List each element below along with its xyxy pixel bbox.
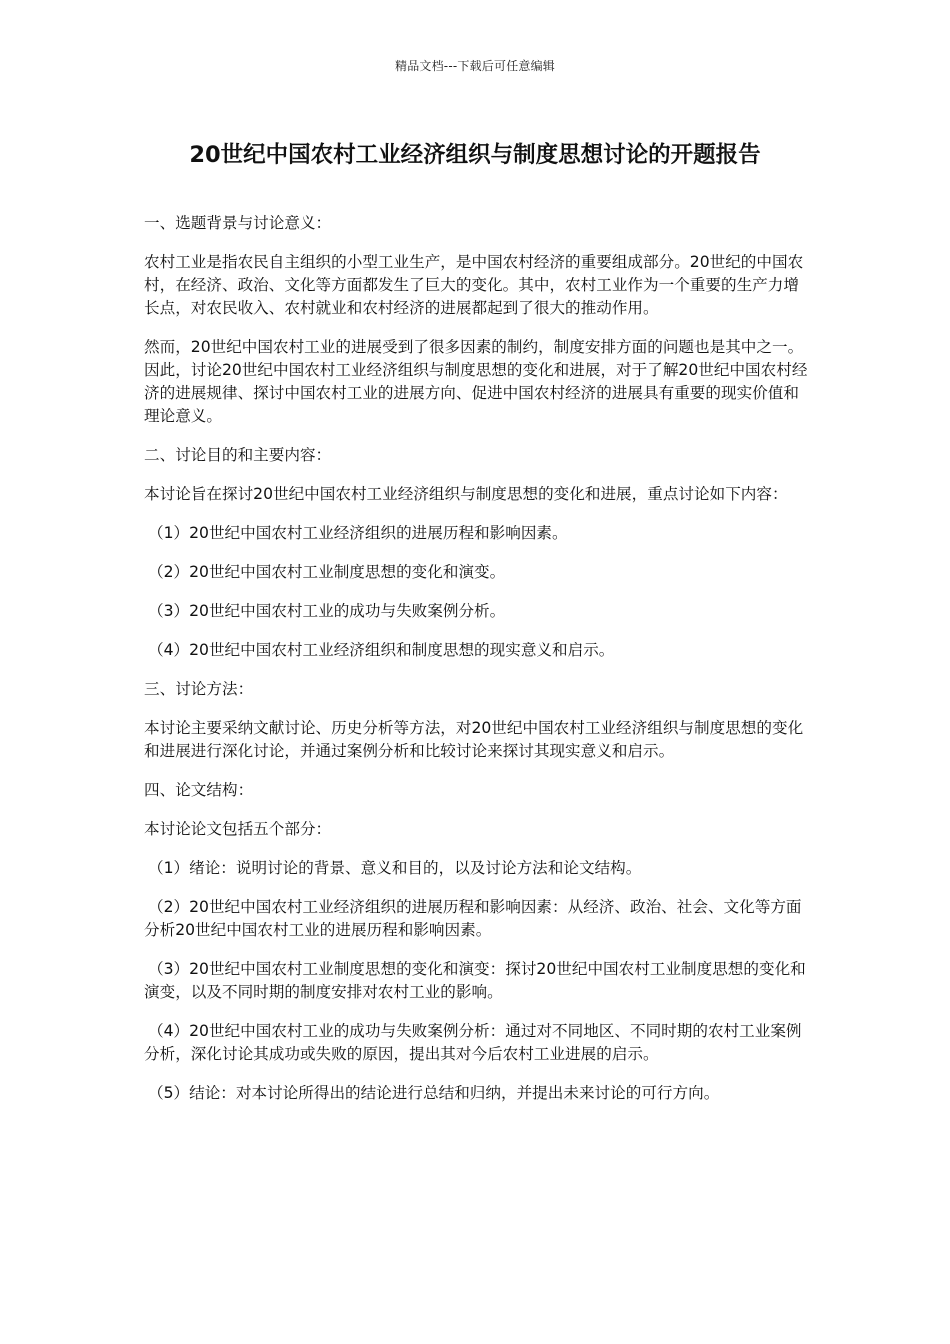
list-item: （5）结论：对本讨论所得出的结论进行总结和归纳，并提出未来讨论的可行方向。 [148, 1084, 720, 1102]
paragraph-background-1: 农村工业是指农民自主组织的小型工业生产，是中国农村经济的重要组成部分。20世纪的中国农村，在经济、政治、文化等方面都发生了巨大的变化。其中，农村工业作为一个重要的生产力增长点，对农民收入、农村就业和农村经济的进展都起到了很大的推动作用。 [144, 253, 804, 317]
list-item: （2）20世纪中国农村工业制度思想的变化和演变。 [148, 563, 506, 581]
section-heading-4: 四、论文结构： [144, 781, 254, 799]
header-note: 精品文档---下载后可任意编辑 [395, 59, 555, 73]
list-item: （3）20世纪中国农村工业制度思想的变化和演变：探讨20世纪中国农村工业制度思想的变化和演变，以及不同时期的制度安排对农村工业的影响。 [144, 960, 806, 1001]
document-title: 20世纪中国农村工业经济组织与制度思想讨论的开题报告 [189, 142, 761, 168]
list-item: （2）20世纪中国农村工业经济组织的进展历程和影响因素：从经济、政治、社会、文化等方面分析20世纪中国农村工业的进展历程和影响因素。 [144, 898, 802, 939]
list-item: （1）20世纪中国农村工业经济组织的进展历程和影响因素。 [148, 524, 568, 542]
section-heading-1: 一、选题背景与讨论意义： [144, 214, 332, 232]
section-heading-3: 三、讨论方法： [144, 680, 254, 698]
paragraph-purpose: 本讨论旨在探讨20世纪中国农村工业经济组织与制度思想的变化和进展，重点讨论如下内容： [144, 485, 788, 503]
paragraph-method: 本讨论主要采纳文献讨论、历史分析等方法，对20世纪中国农村工业经济组织与制度思想的变化和进展进行深化讨论，并通过案例分析和比较讨论来探讨其现实意义和启示。 [144, 719, 804, 760]
section-heading-2: 二、讨论目的和主要内容： [144, 446, 332, 464]
list-item: （4）20世纪中国农村工业的成功与失败案例分析：通过对不同地区、不同时期的农村工业案例分析，深化讨论其成功或失败的原因，提出其对今后农村工业进展的启示。 [144, 1022, 802, 1063]
paragraph-structure: 本讨论论文包括五个部分： [144, 820, 332, 838]
document-body [144, 212, 808, 1121]
list-item: （3）20世纪中国农村工业的成功与失败案例分析。 [148, 602, 506, 620]
list-item: （4）20世纪中国农村工业经济组织和制度思想的现实意义和启示。 [148, 641, 615, 659]
paragraph-background-2: 然而，20世纪中国农村工业的进展受到了很多因素的制约，制度安排方面的问题也是其中之一。因此，讨论20世纪中国农村工业经济组织与制度思想的变化和进展，对于了解20世纪中国农村经济的进展规律、探讨中国农村工业的进展方向、促进中国农村经济的进展具有重要的现实价值和理论意义。 [144, 338, 808, 425]
list-item: （1）绪论：说明讨论的背景、意义和目的，以及讨论方法和论文结构。 [148, 859, 642, 877]
